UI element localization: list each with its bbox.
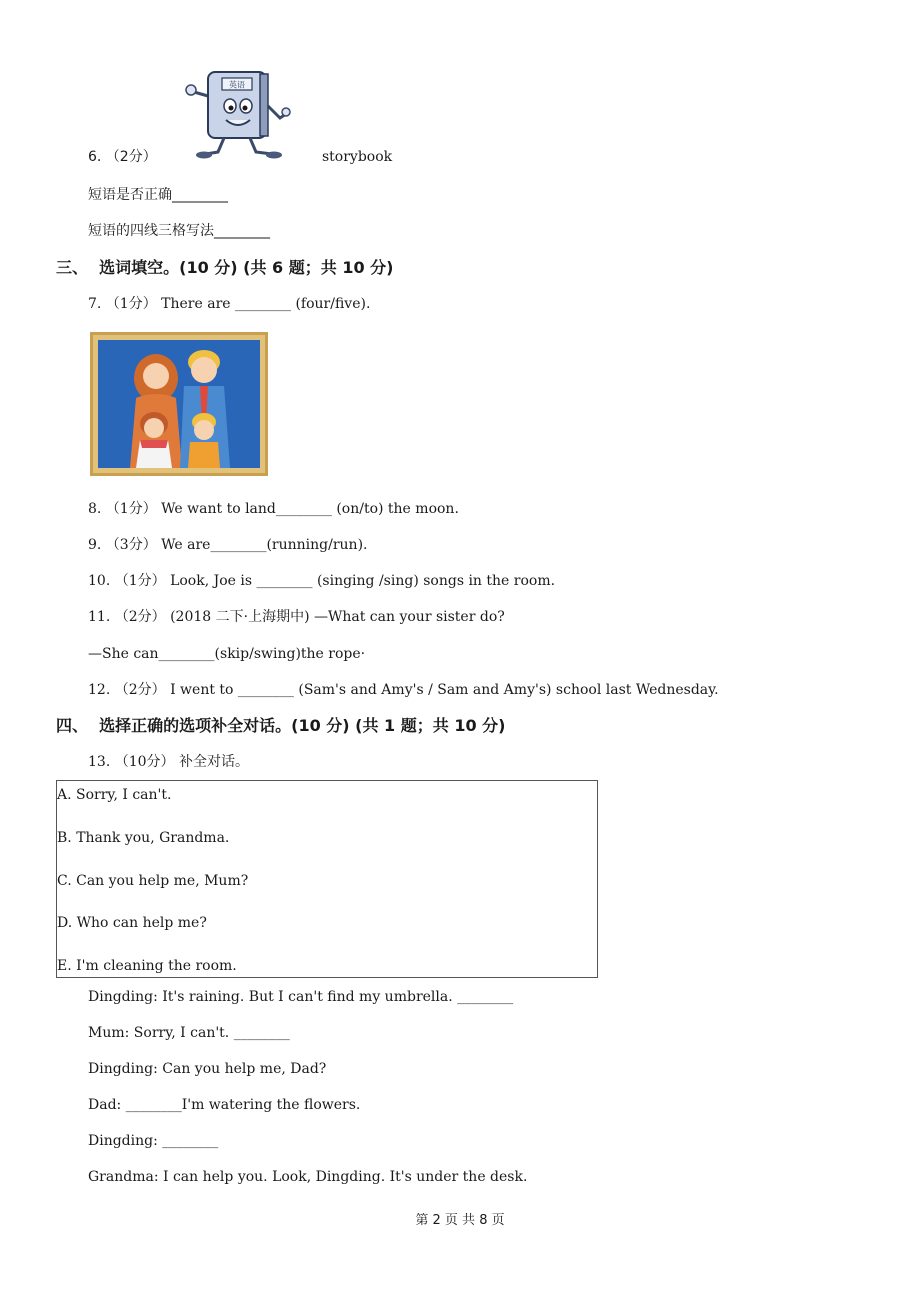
question-10: 10. （1分） Look, Joe is ________ (singing /sing) songs in the room. <box>88 573 556 589</box>
option-b: B. Thank you, Grandma. <box>57 830 230 846</box>
dialogue-line-3: Dingding: Can you help me, Dad? <box>88 1061 327 1077</box>
family-picture <box>90 332 268 476</box>
question-12: 12. （2分） I went to ________ (Sam's and Amy's / Sam and Amy's) school last Wednesday. <box>88 682 719 698</box>
options-box <box>56 780 598 978</box>
question-9: 9. （3分） We are________(running/run). <box>88 537 368 553</box>
option-d: D. Who can help me? <box>57 915 207 931</box>
question-13: 13. （10分） 补全对话。 <box>88 754 249 770</box>
mascot-label: 英语 <box>229 80 245 90</box>
dialogue-line-4: Dad: ________I'm watering the flowers. <box>88 1097 361 1113</box>
option-e: E. I'm cleaning the room. <box>57 958 237 974</box>
dialogue-line-1: Dingding: It's raining. But I can't find my umbrella. ________ <box>88 989 514 1005</box>
question-11-answer-line: —She can________(skip/swing)the rope· <box>88 646 366 662</box>
option-c: C. Can you help me, Mum? <box>57 873 249 889</box>
dialogue-line-6: Grandma: I can help you. Look, Dingding. It's under the desk. <box>88 1169 528 1185</box>
question-6-word: storybook <box>322 149 393 165</box>
option-a: A. Sorry, I can't. <box>57 787 172 803</box>
question-11: 11. （2分） (2018 二下·上海期中) —What can your sister do? <box>88 609 505 625</box>
question-6-phrase-correct: 短语是否正确________ <box>88 187 228 203</box>
question-6-label: 6. （2分） <box>88 149 157 165</box>
question-6-phrase-writing: 短语的四线三格写法________ <box>88 223 270 239</box>
question-7: 7. （1分） There are ________ (four/five). <box>88 296 371 312</box>
section-3-heading: 三、 选词填空。(10 分) (共 6 题；共 10 分) <box>56 258 394 277</box>
dialogue-line-5: Dingding: ________ <box>88 1133 219 1149</box>
dialogue-line-2: Mum: Sorry, I can't. ________ <box>88 1025 290 1041</box>
question-8: 8. （1分） We want to land________ (on/to) the moon. <box>88 501 459 517</box>
book-mascot-illustration <box>180 66 292 162</box>
section-4-heading: 四、 选择正确的选项补全对话。(10 分) (共 1 题；共 10 分) <box>56 716 506 735</box>
page-footer: 第 2 页 共 8 页 <box>415 1213 505 1228</box>
